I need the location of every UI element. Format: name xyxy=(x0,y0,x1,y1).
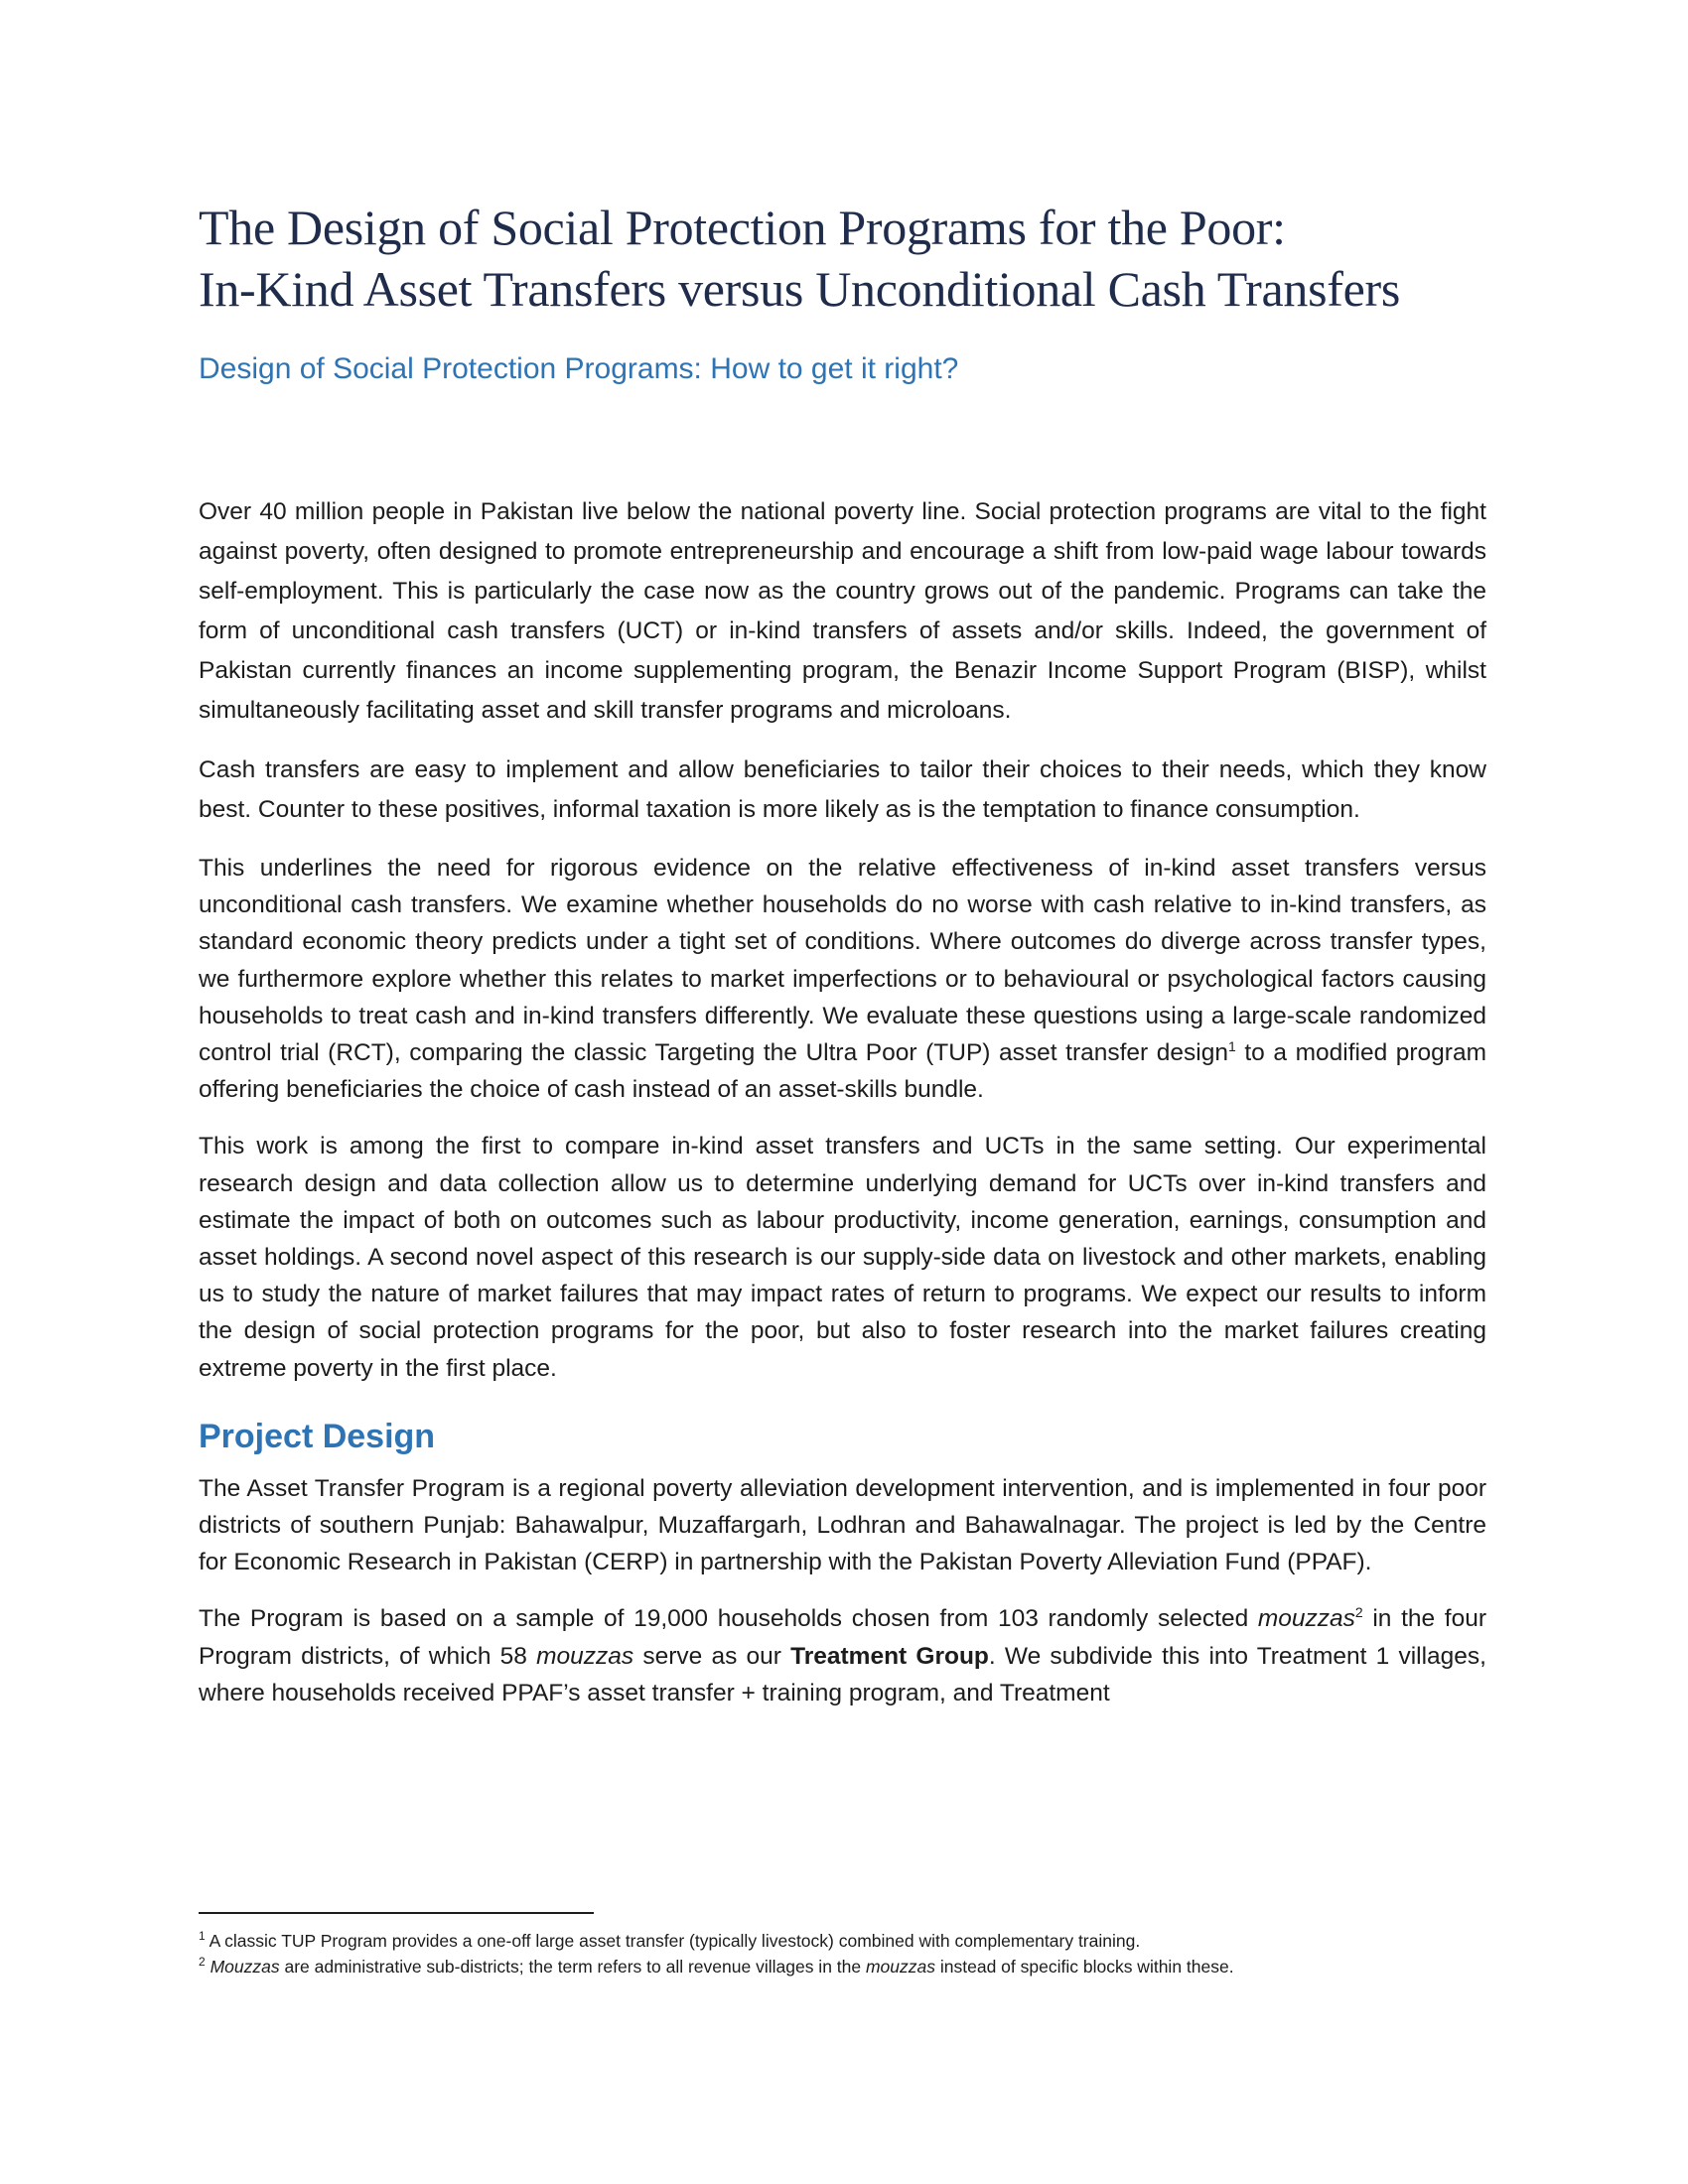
footnotes xyxy=(199,1928,1486,1979)
footnote-1-text: A classic TUP Program provides a one-off large asset transfer (typically livestock) combined with complementary training. xyxy=(205,1931,1141,1951)
paragraph-cash-transfers: Cash transfers are easy to implement and allow beneficiaries to tailor their choices to their needs, which they know best. Counter to these positives, informal taxation is more likely as is the temptation to finance consumption. xyxy=(199,756,1486,823)
paragraph-sample-text-a: The Program is based on a sample of 19,000 households chosen from 103 randomly selected xyxy=(199,1605,1258,1633)
paragraph-sample xyxy=(199,1600,1486,1711)
paragraph-evidence-text-b: to a modified program offering beneficiaries the choice of cash instead of an asset-skills bundle. xyxy=(199,1039,1487,1104)
document-subtitle: Design of Social Protection Programs: How to get it right? xyxy=(199,352,959,385)
footnote-2-term-mouzzas-2: mouzzas xyxy=(865,1957,936,1977)
document-body xyxy=(199,492,1486,1711)
term-mouzzas-2: mouzzas xyxy=(536,1642,634,1670)
paragraph-novelty: This work is among the first to compare in-kind asset transfers and UCTs in the same setting. Our experimental research design and data collection allow us to determine underlying demand for UCTs over in-kind transfers and estimate the impact of both on outcomes such as labour productivity, income generation, earnings, consumption and asset holdings. A second novel aspect of this research is our supply-side data on livestock and other markets, enabling us to study the nature of market failures that may impact rates of return to programs. We expect our results to inform the design of social protection programs for the poor, but also to foster research into the market failures creating extreme poverty in the first place. xyxy=(199,1133,1486,1382)
footnote-2-number: 2 xyxy=(199,1955,206,1970)
paragraph-sample-text-b: in the four Program districts, of which 58 xyxy=(199,1605,1487,1670)
paragraph-intro: Over 40 million people in Pakistan live below the national poverty line. Social protection programs are vital to the fight against poverty, often designed to promote entrepreneurship and encourage a shift from low-paid wage labour towards self-employment. This is particularly the case now as the country grows out of the pandemic. Programs can take the form of unconditional cash transfers (UCT) or in-kind transfers of assets and/or skills. Indeed, the government of Pakistan currently finances an income supplementing program, the Benazir Income Support Program (BISP), whilst simultaneously facilitating asset and skill transfer programs and microloans. xyxy=(199,498,1486,724)
document-title xyxy=(199,197,1486,320)
document-title-line-1: The Design of Social Protection Programs for the Poor: xyxy=(199,200,1286,255)
footnote-1-number: 1 xyxy=(199,1929,206,1944)
paragraph-sample-text-c: serve as our xyxy=(633,1642,791,1670)
paragraph-evidence-text-a: This underlines the need for rigorous evidence on the relative effectiveness of in-kind asset transfers versus unconditional cash transfers. We examine whether households do no worse with cash relative to in-kind transfers, as standard economic theory predicts under a tight set of conditions. Where outcomes do diverge across transfer types, we furthermore explore whether this relates to market imperfections or to behavioural or psychological factors causing households to treat cash and in-kind transfers differently. We evaluate these questions using a large-scale randomized control trial (RCT), comparing the classic Targeting the Ultra Poor (TUP) asset transfer design xyxy=(199,855,1486,1067)
footnote-divider xyxy=(199,1912,594,1914)
paragraph-program-overview: The Asset Transfer Program is a regional poverty alleviation development intervention, and is implemented in four poor districts of southern Punjab: Bahawalpur, Muzaffargarh, Lodhran and Bahawalnagar. The project is led by the Centre for Economic Research in Pakistan (CERP) in partnership with the Pakistan Poverty Alleviation Fund (PPAF). xyxy=(199,1474,1486,1576)
section-heading-project-design: Project Design xyxy=(199,1417,436,1455)
term-mouzzas: mouzzas xyxy=(1257,1605,1355,1633)
footnote-reference-1[interactable]: 1 xyxy=(1228,1037,1236,1054)
footnote-2-text-a: are administrative sub-districts; the term refers to all revenue villages in the xyxy=(279,1957,866,1977)
footnote-1 xyxy=(199,1928,1486,1954)
document-page xyxy=(199,0,1486,2184)
footnote-reference-2[interactable]: 2 xyxy=(1354,1604,1363,1621)
paragraph-evidence xyxy=(199,850,1486,1108)
paragraph-sample-text-d: . We subdivide this into Treatment 1 villages, where households received PPAF’s asset transfer + training program, and Treatment xyxy=(199,1642,1486,1706)
document-title-line-2: In-Kind Asset Transfers versus Unconditional Cash Transfers xyxy=(199,261,1401,317)
footnote-2-text-b: instead of specific blocks within these. xyxy=(935,1957,1234,1977)
footnote-2 xyxy=(199,1954,1486,1979)
term-treatment-group: Treatment Group xyxy=(790,1642,989,1670)
footnote-2-term-mouzzas: Mouzzas xyxy=(210,1957,280,1977)
